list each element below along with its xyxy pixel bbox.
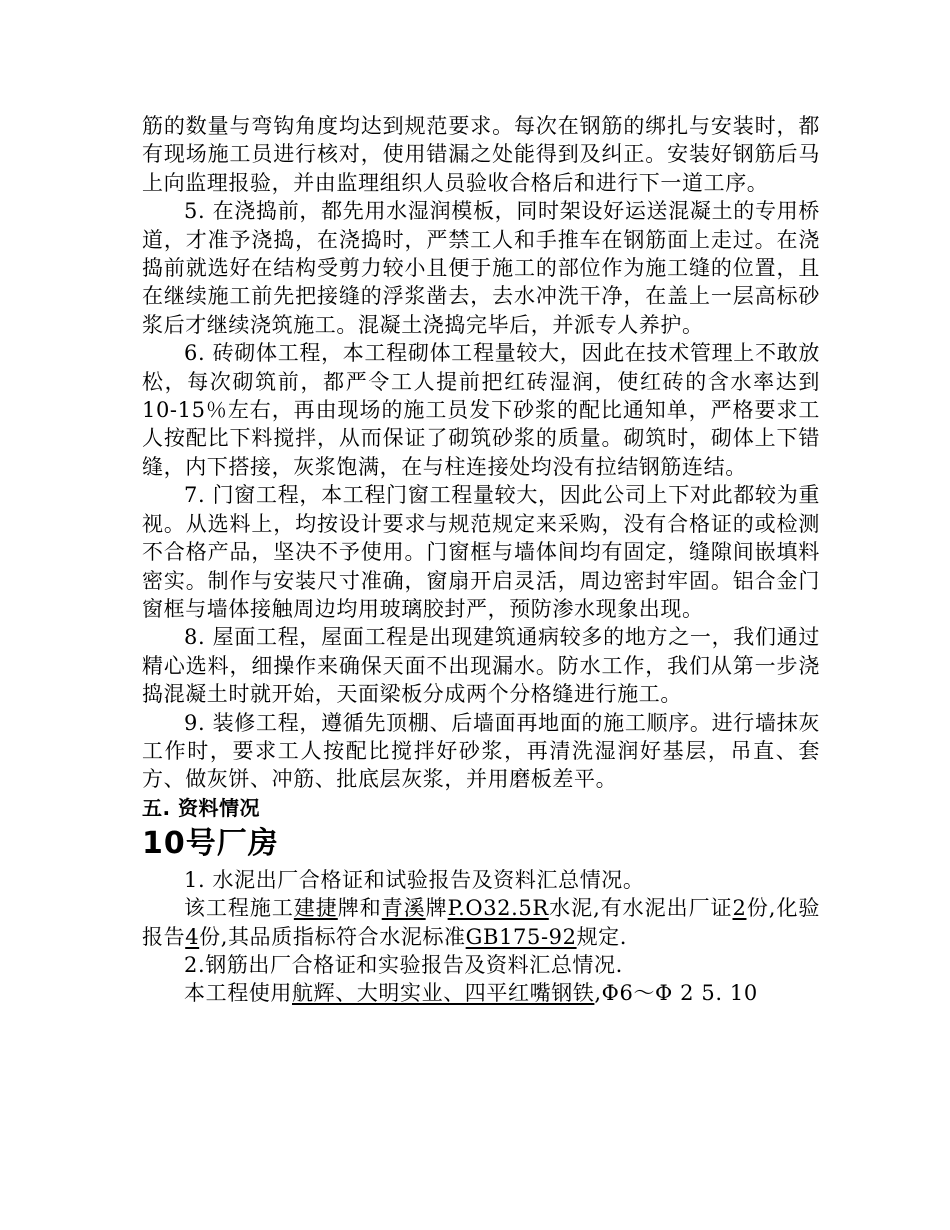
steel-suppliers: 航辉、大明实业、四平红嘴钢铁 [292, 981, 595, 1006]
cement-grade: P.O32.5R [447, 896, 549, 921]
paragraph-steel-details [142, 979, 820, 1007]
cement-text-2: 牌和 [337, 896, 382, 921]
building-heading: 10号厂房 [142, 825, 279, 861]
cement-text-3: 牌 [425, 896, 448, 921]
cement-text-6: 份,其品质指标符合水泥标准 [199, 924, 466, 949]
item-1-title: 1. 水泥出厂合格证和试验报告及资料汇总情况。 [184, 867, 645, 892]
paragraph-item-8-roofing: 8. 屋面工程，屋面工程是出现建筑通病较多的地方之一，我们通过精心选料，细操作来确保天面不出现漏水。防水工作，我们从第一步浇捣混凝土时就开始，天面梁板分成两个分格缝进行施工。 [142, 625, 820, 707]
cement-standard: GB175-92 [465, 924, 577, 949]
paragraph-rebar-inspection: 筋的数量与弯钩角度均达到规范要求。每次在钢筋的绑扎与安装时，都有现场施工员进行核对，使用错漏之处能得到及纠正。安装好钢筋后马上向监理报验，并由监理组织人员验收合格后和进行下一道工序。 [142, 114, 820, 195]
steel-text-2: ,Φ6～Φ 2 5. 10 [594, 981, 758, 1006]
item-2-title: 2.钢筋出厂合格证和实验报告及资料汇总情况. [184, 952, 623, 977]
cement-cert-count: 2 [732, 896, 747, 921]
cement-text-7: 规定. [576, 924, 628, 949]
paragraph-cement-details [142, 894, 820, 951]
section-heading-documents: 五. 资料情况 [142, 795, 261, 820]
paragraph-item-6-masonry: 6. 砖砌体工程，本工程砌体工程量较大，因此在技术管理上不敢放松，每次砌筑前，都严令工人提前把红砖湿润，使红砖的含水率达到 10-15％左右，再由现场的施工员发下砂浆的配比通知单，严格要求工人按配比下料搅拌，从而保证了砌筑砂浆的质量。砌筑时，砌体上下错缝，内下搭接，灰浆饱满，在与柱连接处均没有拉结钢筋连结。 [142, 341, 820, 479]
paragraph-item-7-doors-windows: 7. 门窗工程，本工程门窗工程量较大，因此公司上下对此都较为重视。从选料上，均按设计要求与规范规定来采购，没有合格证的或检测不合格产品，坚决不予使用。门窗框与墙体间均有固定，缝隙间嵌填料密实。制作与安装尺寸准确，窗扇开启灵活，周边密封牢固。铝合金门窗框与墙体接触周边均用玻璃胶封严，预防渗水现象出现。 [142, 483, 820, 621]
cement-text-4: 水泥,有水泥出厂证 [548, 896, 733, 921]
cement-report-count: 4 [185, 924, 200, 949]
cement-text-5: 份,化验报告 [142, 896, 821, 949]
cement-brand-1: 建捷 [293, 896, 338, 921]
paragraph-item-5-concrete-pouring: 5. 在浇捣前，都先用水湿润模板，同时架设好运送混凝土的专用桥道，才准予浇捣，在浇捣时，严禁工人和手推车在钢筋面上走过。在浇捣前就选好在结构受剪力较小且便于施工的部位作为施工缝的位置，且在继续施工前先把接缝的浮浆凿去，去水冲洗干净，在盖上一层高标砂浆后才继续浇筑施工。混凝土浇捣完毕后，并派专人养护。 [142, 199, 820, 337]
cement-brand-2: 青溪 [381, 896, 426, 921]
paragraph-item-9-decoration: 9. 装修工程，遵循先顶棚、后墙面再地面的施工顺序。进行墙抹灰工作时，要求工人按配比搅拌好砂浆，再清洗湿润好基层，吊直、套方、做灰饼、冲筋、批底层灰浆，并用磨板差平。 [142, 710, 820, 792]
steel-text-1: 本工程使用 [184, 981, 292, 1006]
cement-text-1: 该工程施工 [184, 896, 294, 921]
